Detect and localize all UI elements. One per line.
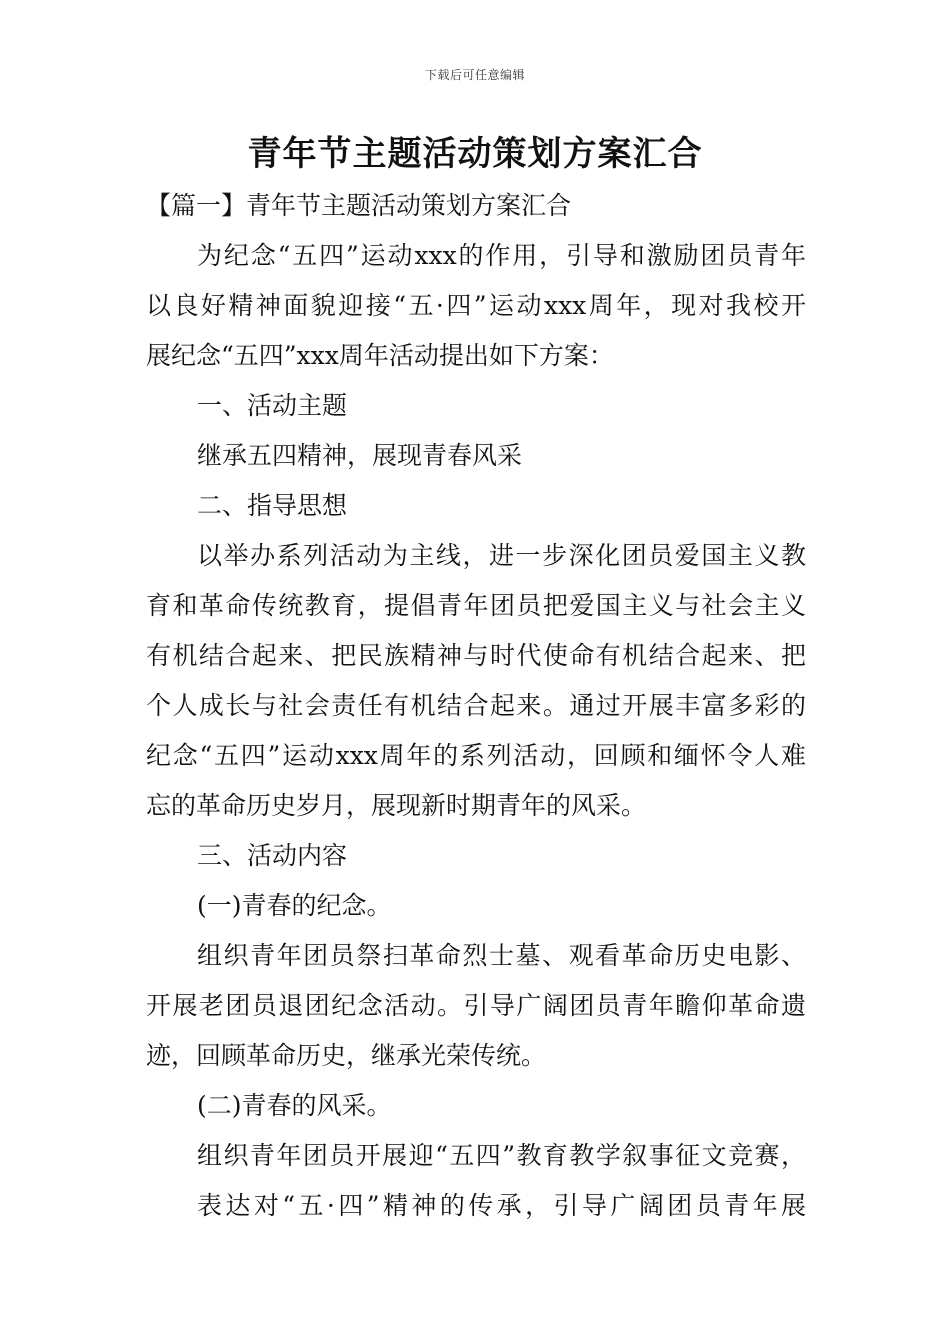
text-line: 展纪念“五四”xxx周年活动提出如下方案：: [146, 341, 614, 370]
text-line: 忘的革命历史岁月，展现新时期青年的风采。: [146, 791, 647, 820]
text-line: 表达对“五·四”精神的传承，引导广阔团员青年展: [197, 1191, 806, 1220]
text-line: 育和革命传统教育，提倡青年团员把爱国主义与社会主义: [146, 591, 806, 620]
text-line: 继承五四精神，展现青春风采: [197, 441, 523, 470]
document-body: [146, 181, 806, 1231]
text-line: 个人成长与社会责任有机结合起来。通过开展丰富多彩的: [146, 691, 806, 720]
text-line: 【篇一】青年节主题活动策划方案汇合: [146, 191, 572, 220]
text-line: 二、指导思想: [197, 491, 348, 520]
text-line: 开展老团员退团纪念活动。引导广阔团员青年瞻仰革命遗: [146, 991, 806, 1020]
text-line: 迹，回顾革命历史，继承光荣传统。: [146, 1041, 547, 1070]
text-line: 以良好精神面貌迎接“五·四”运动xxx周年，现对我校开: [146, 291, 806, 320]
text-line: 一、活动主题: [197, 391, 348, 420]
header-note: 下载后可任意编辑: [424, 68, 525, 82]
text-line: 有机结合起来、把民族精神与时代使命有机结合起来、把: [146, 641, 806, 670]
text-line: 组织青年团员开展迎“五四”教育教学叙事征文竞赛，: [197, 1141, 806, 1170]
text-line: 为纪念“五四”运动xxx的作用，引导和激励团员青年: [197, 241, 806, 270]
text-line: 纪念“五四”运动xxx周年的系列活动，回顾和缅怀令人难: [146, 741, 806, 770]
document-title: 青年节主题活动策划方案汇合: [247, 134, 703, 174]
text-line: (一)青春的纪念。: [197, 891, 392, 920]
text-line: (二)青春的风采。: [197, 1091, 392, 1120]
text-line: 三、活动内容: [197, 841, 348, 870]
text-line: 组织青年团员祭扫革命烈士墓、观看革命历史电影、: [197, 941, 806, 970]
text-line: 以举办系列活动为主线，进一步深化团员爱国主义教: [197, 541, 806, 570]
